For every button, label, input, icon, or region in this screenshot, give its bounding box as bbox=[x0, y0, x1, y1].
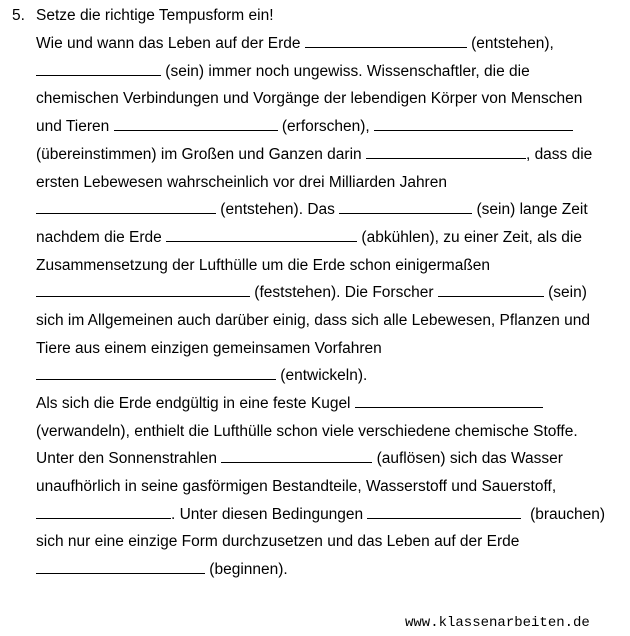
text-line bbox=[36, 365, 367, 387]
text-line bbox=[36, 338, 382, 360]
text-segment: (entstehen). Das bbox=[216, 201, 340, 218]
text-segment: Zusammensetzung der Lufthülle um die Erde schon einigermaßen bbox=[36, 257, 491, 274]
answer-blank[interactable] bbox=[305, 34, 467, 48]
answer-blank[interactable] bbox=[36, 366, 276, 380]
text-segment: sich im Allgemeinen auch darüber einig, dass sich alle Lebewesen, Pflanzen und bbox=[36, 312, 591, 329]
text-line bbox=[36, 282, 587, 304]
text-segment: (abkühlen), zu einer Zeit, als die bbox=[357, 229, 582, 246]
text-line bbox=[36, 116, 573, 138]
answer-blank[interactable] bbox=[355, 394, 543, 408]
answer-blank[interactable] bbox=[339, 200, 472, 214]
text-line bbox=[36, 144, 592, 166]
text-segment: Als sich die Erde endgültig in eine feste Kugel bbox=[36, 395, 355, 412]
text-line bbox=[36, 310, 590, 332]
answer-blank[interactable] bbox=[36, 200, 216, 214]
text-line bbox=[36, 504, 605, 526]
text-line bbox=[36, 61, 530, 83]
text-line bbox=[36, 227, 582, 249]
answer-blank[interactable] bbox=[36, 62, 161, 76]
text-line bbox=[36, 172, 447, 194]
answer-blank[interactable] bbox=[36, 560, 205, 574]
text-segment: chemischen Verbindungen und Vorgänge der lebendigen Körper von Menschen bbox=[36, 90, 583, 107]
answer-blank[interactable] bbox=[166, 228, 357, 242]
text-segment: (auflösen) sich das Wasser bbox=[372, 450, 563, 467]
exercise-instruction: Setze die richtige Tempusform ein! bbox=[36, 7, 274, 24]
text-segment: Tiere aus einem einzigen gemeinsamen Vorfahren bbox=[36, 340, 382, 357]
text-segment: ersten Lebewesen wahrscheinlich vor drei Milliarden Jahren bbox=[36, 174, 447, 191]
answer-blank[interactable] bbox=[221, 449, 372, 463]
answer-blank[interactable] bbox=[114, 117, 278, 131]
answer-blank[interactable] bbox=[36, 505, 171, 519]
text-line bbox=[36, 559, 288, 581]
answer-blank[interactable] bbox=[438, 283, 544, 297]
answer-blank[interactable] bbox=[374, 117, 573, 131]
text-segment: (brauchen) bbox=[521, 506, 606, 523]
text-segment: unaufhörlich in seine gasförmigen Bestandteile, Wasserstoff und Sauerstoff, bbox=[36, 478, 557, 495]
text-line bbox=[36, 199, 588, 221]
text-segment: (übereinstimmen) im Großen und Ganzen darin bbox=[36, 146, 366, 163]
text-segment: (sein) lange Zeit bbox=[472, 201, 588, 218]
answer-blank[interactable] bbox=[36, 283, 250, 297]
text-segment: Wie und wann das Leben auf der Erde bbox=[36, 35, 305, 52]
text-line bbox=[36, 255, 490, 277]
text-segment: (erforschen), bbox=[277, 118, 375, 135]
text-line bbox=[36, 448, 563, 470]
text-segment: nachdem die Erde bbox=[36, 229, 167, 246]
text-segment: (feststehen). Die Forscher bbox=[250, 284, 438, 301]
text-segment: (sein) bbox=[543, 284, 587, 301]
text-segment: und Tieren bbox=[36, 118, 114, 135]
text-line bbox=[36, 393, 543, 415]
text-segment: (sein) immer noch ungewiss. Wissenschaftler, die die bbox=[161, 63, 530, 80]
answer-blank[interactable] bbox=[367, 505, 521, 519]
website-footer: www.klassenarbeiten.de bbox=[405, 615, 590, 631]
text-line bbox=[36, 421, 578, 443]
text-segment: (entwickeln). bbox=[276, 367, 368, 384]
text-segment: . Unter diesen Bedingungen bbox=[171, 506, 368, 523]
text-line bbox=[36, 33, 554, 55]
text-line bbox=[36, 476, 556, 498]
text-segment: sich nur eine einzige Form durchzusetzen und das Leben auf der Erde bbox=[36, 533, 520, 550]
exercise-number: 5. bbox=[12, 7, 25, 24]
text-line bbox=[36, 88, 582, 110]
text-segment: (beginnen). bbox=[205, 561, 288, 578]
text-segment: Unter den Sonnenstrahlen bbox=[36, 450, 222, 467]
text-segment: (verwandeln), enthielt die Lufthülle schon viele verschiedene chemische Stoffe. bbox=[36, 423, 578, 440]
text-segment: (entstehen), bbox=[466, 35, 554, 52]
text-line bbox=[36, 531, 519, 553]
answer-blank[interactable] bbox=[366, 145, 526, 159]
text-segment: , dass die bbox=[525, 146, 593, 163]
